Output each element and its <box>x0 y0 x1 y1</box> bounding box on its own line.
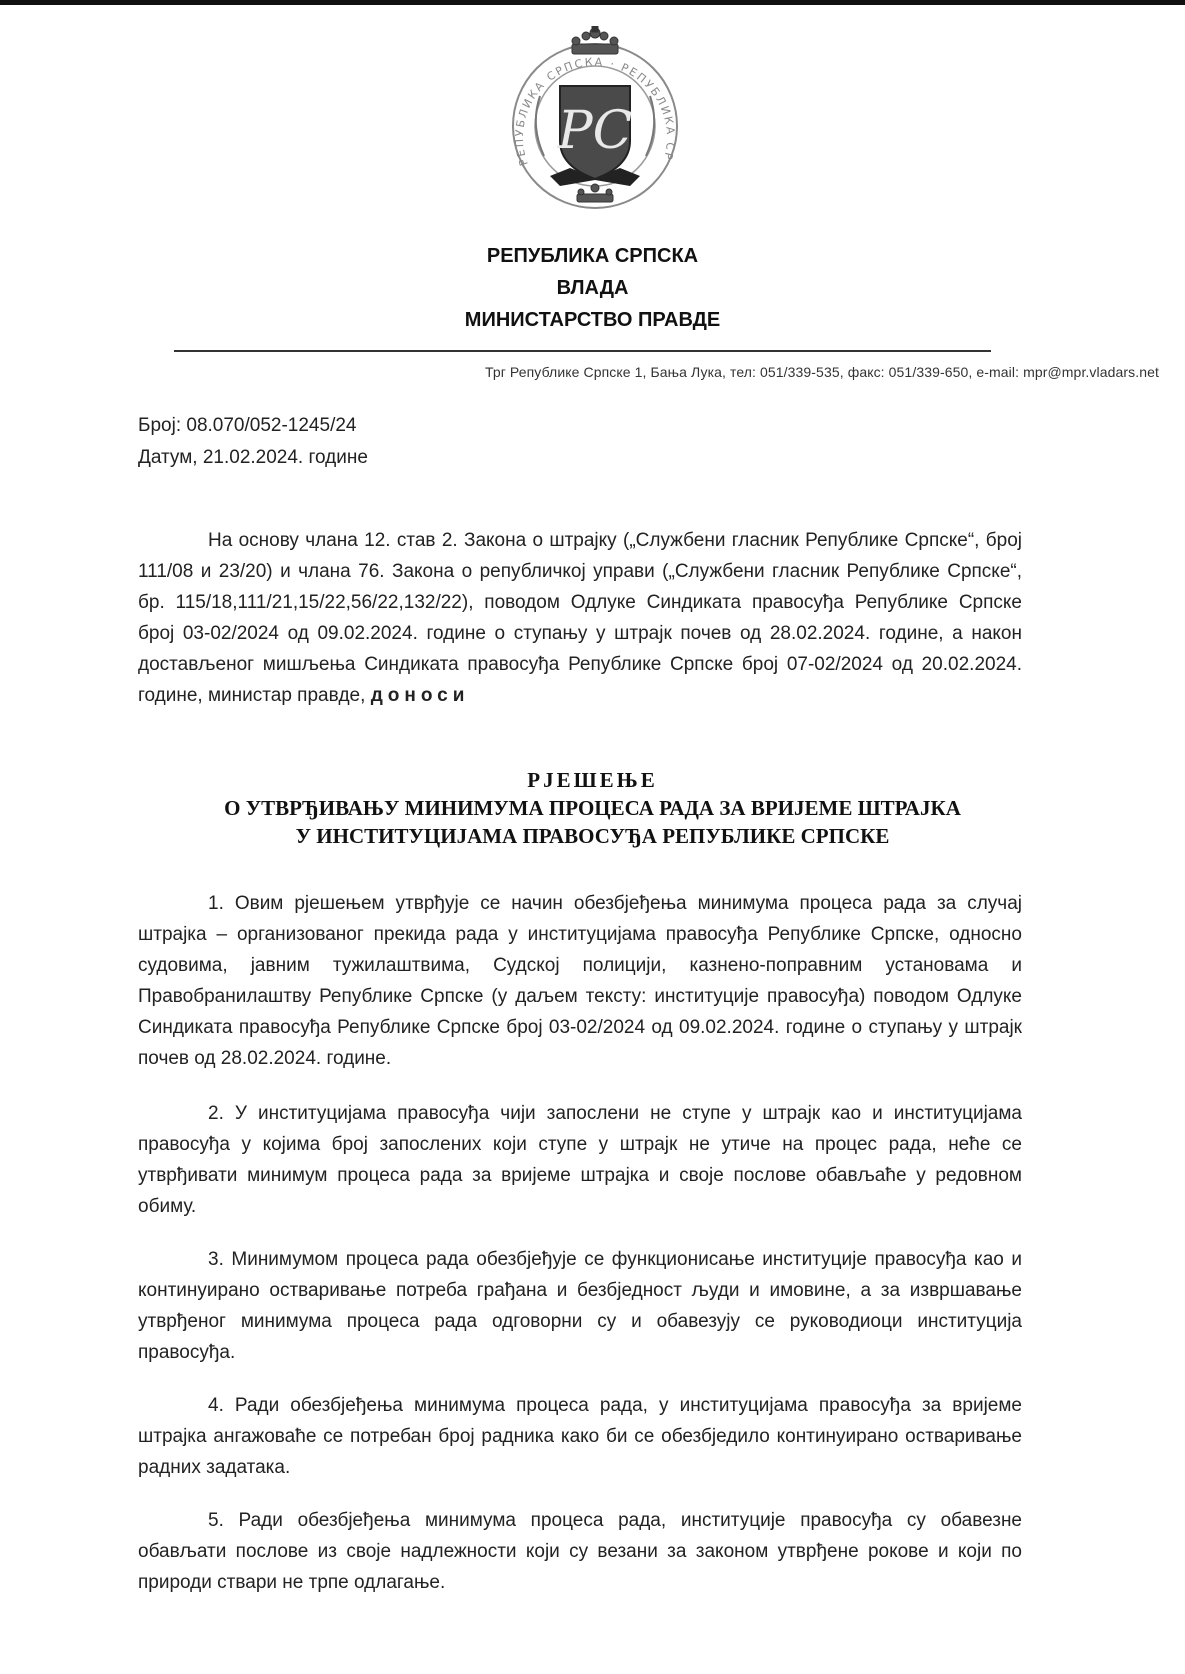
decision-title-line2: О УТВРЂИВАЊУ МИНИМУМА ПРОЦЕСА РАДА ЗА ВРИЈЕМЕ ШТРАЈКА <box>224 796 961 820</box>
decision-title-word: РЈЕШЕЊЕ <box>527 768 658 792</box>
document-reference <box>138 410 368 474</box>
preamble-paragraph <box>138 525 1022 711</box>
decision-item-text: 4. Ради обезбјеђења минимума процеса рада, у институцијама правосуђа за вријеме штрајка ангажоваће се потребан број радника како би се обезбједило континуирано остваривање радних задатака. <box>138 1395 1022 1478</box>
header-government: ВЛАДА <box>556 277 629 299</box>
scan-top-edge <box>0 0 1185 5</box>
preamble-decision-verb: доноси <box>370 685 470 706</box>
institution-header <box>0 240 1185 336</box>
decision-title-line3: У ИНСТИТУЦИЈАМА ПРАВОСУЂА РЕПУБЛИКЕ СРПСКЕ <box>295 824 890 848</box>
republika-srpska-coat-of-arms-icon <box>480 26 710 216</box>
decision-item-5 <box>138 1505 1022 1598</box>
svg-text:РЕПУБЛИКА СРПСКА · РЕПУБЛИКА С: РЕПУБЛИКА СРПСКА · РЕПУБЛИКА СР <box>512 55 678 168</box>
decision-item-text: 1. Овим рјешењем утврђује се начин обезбјеђења минимума процеса рада за случај штрајка – организованог прекида рада у институцијама правосуђа Републике Српске, односно судовима, јавним тужилаштвима, Судској полицији, казнено-поправним установама и Правобранилаштву Републике Српске (у даљем тексту: институције правосуђа) поводом Одлуке Синдиката правосуђа Републике Српске број 03-02/2024 од 09.02.2024. године о ступању у штрајк почев од 28.02.2024. године. <box>138 893 1022 1069</box>
ministry-address: Трг Републике Српске 1, Бања Лука, тел: 051/339-535, факс: 051/339-650, e-mail: mpr@mpr.vladars.net <box>484 364 1159 380</box>
header-ministry: МИНИСТАРСТВО ПРАВДЕ <box>464 309 721 331</box>
decision-item-text: 2. У институцијама правосуђа чији запослени не ступе у штрајк као и институцијама правосуђа у којима број запослених који ступе у штрајк не утиче на процес рада, неће се утврђивати минимум процеса рада за вријеме штрајка и своје послове обављаће у редовном обиму. <box>138 1103 1022 1217</box>
decision-item-text: 5. Ради обезбјеђења минимума процеса рада, институције правосуђа су обавезне обављати послове из своје надлежности који су везани за законом утврђене рокове и који по природи ствари не трпе одлагање. <box>138 1510 1022 1593</box>
decision-item-2 <box>138 1098 1022 1222</box>
decision-item-4 <box>138 1390 1022 1483</box>
header-divider <box>174 350 991 352</box>
document-date: Датум, 21.02.2024. године <box>138 447 368 468</box>
svg-text:PC: PC <box>557 101 633 161</box>
decision-title <box>0 766 1185 850</box>
document-number: Број: 08.070/052-1245/24 <box>138 415 357 436</box>
coat-of-arms-seal <box>480 26 710 216</box>
decision-item-3 <box>138 1244 1022 1368</box>
header-republic: РЕПУБЛИКА СРПСКА <box>486 245 699 267</box>
preamble-text: На основу члана 12. став 2. Закона о штрајку („Службени гласник Републике Српске“, број 111/08 и 23/20) и члана 76. Закона о републичкој управи („Службени гласник Републике Српске“, бр. 115/18,111/21,15/22,56/22,132/22), поводом Одлуке Синдиката правосуђа Републике Српске број 03-02/2024 од 09.02.2024. године о ступању у штрајк почев од 28.02.2024. године, а након достављеног мишљења Синдиката правосуђа Републике Српске број 07-02/2024 од 20.02.2024. године, министар правде, <box>138 530 1022 706</box>
decision-item-1 <box>138 888 1022 1074</box>
decision-item-text: 3. Минимумом процеса рада обезбјеђује се функционисање институције правосуђа као и континуирано остваривање потреба грађана и безбједност људи и имовине, а за извршавање утврђеног минимума процеса рада одговорни су и обавезују се руководиоци институција правосуђа. <box>138 1249 1022 1363</box>
